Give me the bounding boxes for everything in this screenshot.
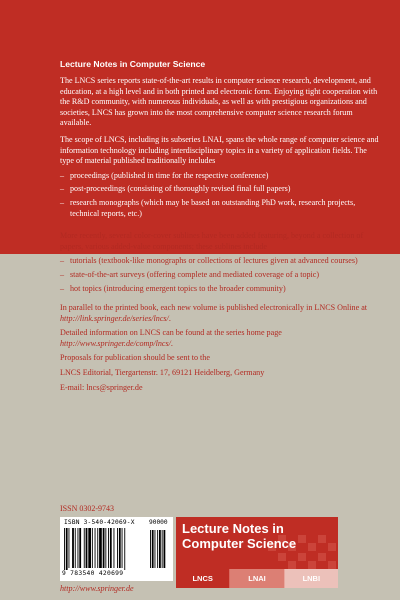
- barcode-bars: [64, 528, 170, 570]
- bottom-section: [60, 231, 380, 393]
- sublines-list: [60, 256, 380, 294]
- cover-text: [60, 59, 380, 393]
- series-description: The LNCS series reports state-of-the-art results in computer science research, development, and education, at a high level and in both printed and electronic form. Enjoying tight cooperation with the R&D community, with numerous individuals, as well as with prestigious organizations and societies, LNCS has grown into the most comprehensive computer science research forum available.: [60, 76, 378, 128]
- homepage-link[interactable]: http://www.springer.de/comp/lncs/: [60, 338, 171, 348]
- top-section: [60, 59, 380, 219]
- list-item: – state-of-the-art surveys (offering complete and mediated coverage of a topic): [60, 269, 320, 279]
- sublines-intro: More recently, several color-cover sublines have been added featuring, beyond a collection of papers, various added-value components; these sublines include: [60, 231, 364, 251]
- subseries-lncs: LNCS: [176, 569, 230, 588]
- subseries-lnai: LNAI: [230, 569, 284, 588]
- logo-title: Lecture Notes in Computer Science: [182, 521, 297, 551]
- material-list: [60, 171, 380, 219]
- subseries-lnbi: LNBI: [285, 569, 338, 588]
- series-title: Lecture Notes in Computer Science: [60, 59, 206, 69]
- lncs-logo: [176, 517, 338, 588]
- barcode: [60, 517, 173, 581]
- homepage-info: Detailed information on LNCS can be found at the series home page http://www.springer.de/comp/lncs/.: [60, 328, 282, 348]
- editorial-address: LNCS Editorial, Tiergartenstr. 17, 69121 Heidelberg, Germany: [60, 368, 265, 378]
- proposals-text: Proposals for publication should be sent to the: [60, 353, 210, 363]
- publisher-url[interactable]: http://www.springer.de: [60, 584, 134, 593]
- email-link[interactable]: lncs@springer.de: [86, 382, 143, 392]
- isbn-number: ISBN 3-540-42069-X: [64, 519, 135, 526]
- email-line: E-mail: lncs@springer.de: [60, 382, 143, 392]
- ean-number: 9 783540 420699: [62, 570, 124, 577]
- online-info: In parallel to the printed book, each new volume is published electronically in LNCS Online at http://link.springer.de/series/lncs/.: [60, 303, 368, 323]
- list-item: – tutorials (textbook-like monographs or collections of lectures given at advanced courses): [60, 256, 358, 266]
- price-addon: 90000: [149, 519, 168, 526]
- series-scope: The scope of LNCS, including its subseries LNAI, spans the whole range of computer science and information technology including interdisciplinary topics in a variety of application fields. The type of material published traditionally includes: [60, 134, 379, 166]
- list-item: – research monographs (which may be based on outstanding PhD work, research projects, technical reports, etc.): [60, 197, 356, 218]
- online-link[interactable]: http://link.springer.de/series/lncs/: [60, 313, 169, 323]
- list-item: – post-proceedings (consisting of thoroughly revised final full papers): [60, 184, 291, 194]
- logo-subseries-bar: [176, 569, 338, 588]
- issn: ISSN 0302-9743: [60, 504, 115, 513]
- list-item: – proceedings (published in time for the respective conference): [60, 170, 269, 180]
- list-item: – hot topics (introducing emergent topics to the broader community): [60, 283, 286, 293]
